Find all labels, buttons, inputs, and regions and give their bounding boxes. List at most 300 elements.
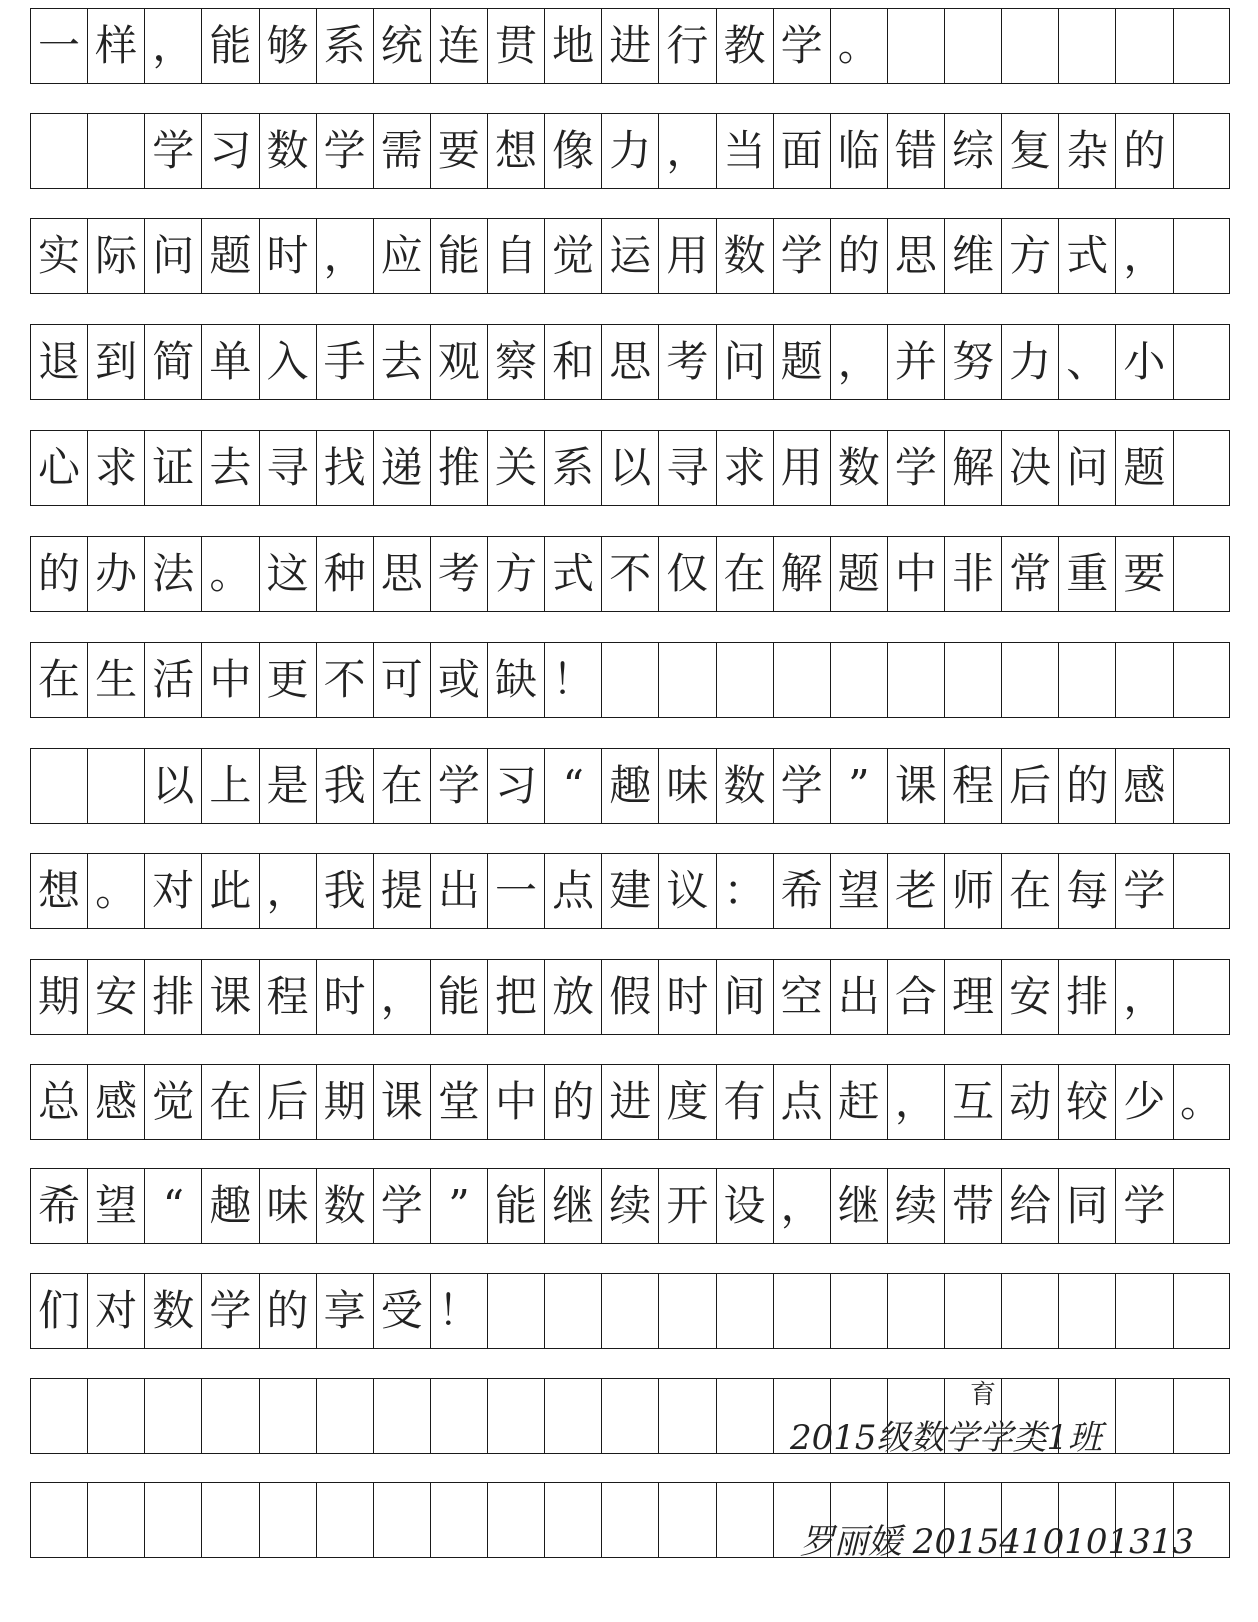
grid-cell: 寻: [259, 430, 316, 506]
grid-cell: 式: [1058, 218, 1115, 294]
grid-cell: ，: [887, 1064, 944, 1140]
grid-cell: 以: [144, 748, 201, 824]
grid-cell: 假: [601, 959, 658, 1035]
grid-cell: 觉: [544, 218, 601, 294]
grid-cell: [944, 642, 1001, 718]
grid-cell: 的: [830, 218, 887, 294]
grid-cell: 感: [1115, 748, 1172, 824]
grid-cell: 续: [887, 1168, 944, 1244]
grid-cell: [30, 1378, 87, 1454]
grid-cell: [1001, 8, 1058, 84]
grid-cell: 的: [544, 1064, 601, 1140]
grid-cell: 系: [316, 8, 373, 84]
grid-cell: 种: [316, 536, 373, 612]
grid-cell: 法: [144, 536, 201, 612]
grid-cell: 思: [887, 218, 944, 294]
grid-cell: 可: [373, 642, 430, 718]
grid-cell: 想: [487, 113, 544, 189]
grid-cell: 缺: [487, 642, 544, 718]
grid-cell: 应: [373, 218, 430, 294]
grid-row: [30, 1064, 1230, 1140]
grid-cell: [144, 1378, 201, 1454]
grid-cell: ！: [544, 642, 601, 718]
grid-cell: 间: [716, 959, 773, 1035]
grid-cell: 较: [1058, 1064, 1115, 1140]
grid-cell: 更: [259, 642, 316, 718]
grid-cell: [259, 1482, 316, 1558]
grid-cell: 求: [716, 430, 773, 506]
grid-cell: 学: [201, 1273, 258, 1349]
grid-cell: [944, 8, 1001, 84]
grid-cell: 学: [773, 8, 830, 84]
grid-cell: [30, 748, 87, 824]
grid-cell: [887, 8, 944, 84]
grid-cell: 推: [430, 430, 487, 506]
grid-cell: 和: [544, 324, 601, 400]
grid-cell: [544, 1273, 601, 1349]
grid-cell: [658, 1378, 715, 1454]
grid-cell: [601, 642, 658, 718]
grid-cell: 重: [1058, 536, 1115, 612]
grid-cell: [1173, 536, 1230, 612]
grid-cell: [1173, 113, 1230, 189]
grid-cell: 时: [316, 959, 373, 1035]
grid-cell: [716, 1273, 773, 1349]
grid-cell: 努: [944, 324, 1001, 400]
grid-cell: ，: [144, 8, 201, 84]
grid-cell: 学: [373, 1168, 430, 1244]
grid-cell: 给: [1001, 1168, 1058, 1244]
grid-cell: 出: [430, 853, 487, 929]
grid-cell: 设: [716, 1168, 773, 1244]
grid-cell: 解: [944, 430, 1001, 506]
grid-cell: 以: [601, 430, 658, 506]
grid-cell: 或: [430, 642, 487, 718]
grid-cell: 像: [544, 113, 601, 189]
grid-cell: 课: [201, 959, 258, 1035]
grid-cell: [1173, 8, 1230, 84]
grid-cell: 学: [430, 748, 487, 824]
grid-cell: [1173, 1378, 1230, 1454]
grid-cell: [373, 1378, 430, 1454]
grid-row: [30, 748, 1230, 824]
grid-cell: 开: [658, 1168, 715, 1244]
grid-cell: 味: [658, 748, 715, 824]
grid-cell: 、: [1058, 324, 1115, 400]
grid-cell: 察: [487, 324, 544, 400]
grid-cell: 学: [773, 748, 830, 824]
grid-cell: 是: [259, 748, 316, 824]
grid-cell: 学: [1115, 1168, 1172, 1244]
grid-cell: 带: [944, 1168, 1001, 1244]
grid-cell: 需: [373, 113, 430, 189]
grid-cell: 解: [773, 536, 830, 612]
grid-cell: 课: [373, 1064, 430, 1140]
grid-cell: [544, 1378, 601, 1454]
grid-cell: 去: [201, 430, 258, 506]
grid-cell: 每: [1058, 853, 1115, 929]
grid-cell: [773, 1273, 830, 1349]
grid-cell: [716, 1482, 773, 1558]
grid-cell: [716, 1378, 773, 1454]
grid-cell: 进: [601, 1064, 658, 1140]
grid-cell: 式: [544, 536, 601, 612]
grid-cell: 系: [544, 430, 601, 506]
grid-cell: 放: [544, 959, 601, 1035]
grid-cell: “: [144, 1168, 201, 1244]
grid-cell: 统: [373, 8, 430, 84]
grid-cell: 们: [30, 1273, 87, 1349]
grid-cell: 议: [658, 853, 715, 929]
grid-cell: 临: [830, 113, 887, 189]
grid-cell: 学: [316, 113, 373, 189]
grid-cell: [487, 1482, 544, 1558]
grid-cell: 心: [30, 430, 87, 506]
grid-cell: 杂: [1058, 113, 1115, 189]
grid-row: [30, 113, 1230, 189]
grid-cell: 学: [1115, 853, 1172, 929]
grid-cell: 考: [430, 536, 487, 612]
grid-cell: 出: [830, 959, 887, 1035]
grid-cell: ！: [430, 1273, 487, 1349]
grid-cell: 建: [601, 853, 658, 929]
grid-cell: 在: [373, 748, 430, 824]
grid-cell: [1058, 8, 1115, 84]
grid-cell: 一: [487, 853, 544, 929]
grid-cell: 在: [201, 1064, 258, 1140]
grid-cell: 连: [430, 8, 487, 84]
grid-cell: [601, 1378, 658, 1454]
grid-cell: 课: [887, 748, 944, 824]
grid-cell: 希: [30, 1168, 87, 1244]
grid-cell: 安: [1001, 959, 1058, 1035]
grid-cell: 办: [87, 536, 144, 612]
grid-cell: 复: [1001, 113, 1058, 189]
grid-cell: 望: [87, 1168, 144, 1244]
grid-cell: 题: [201, 218, 258, 294]
grid-cell: 合: [887, 959, 944, 1035]
grid-cell: 学: [887, 430, 944, 506]
grid-cell: [1115, 8, 1172, 84]
grid-cell: 生: [87, 642, 144, 718]
grid-cell: [87, 113, 144, 189]
grid-cell: 仅: [658, 536, 715, 612]
grid-cell: 面: [773, 113, 830, 189]
grid-cell: 错: [887, 113, 944, 189]
grid-cell: ，: [316, 218, 373, 294]
grid-cell: 程: [944, 748, 1001, 824]
grid-cell: 对: [87, 1273, 144, 1349]
grid-row: [30, 8, 1230, 84]
grid-cell: “: [544, 748, 601, 824]
grid-cell: 寻: [658, 430, 715, 506]
grid-cell: 递: [373, 430, 430, 506]
grid-cell: 期: [316, 1064, 373, 1140]
grid-cell: [601, 1273, 658, 1349]
grid-cell: 力: [601, 113, 658, 189]
grid-cell: 能: [487, 1168, 544, 1244]
grid-cell: 数: [716, 748, 773, 824]
grid-cell: 期: [30, 959, 87, 1035]
grid-cell: 对: [144, 853, 201, 929]
grid-cell: 数: [316, 1168, 373, 1244]
grid-cell: 继: [830, 1168, 887, 1244]
grid-cell: [601, 1482, 658, 1558]
grid-cell: 感: [87, 1064, 144, 1140]
grid-cell: 的: [1115, 113, 1172, 189]
grid-cell: 实: [30, 218, 87, 294]
grid-cell: [430, 1378, 487, 1454]
grid-cell: [1173, 1168, 1230, 1244]
grid-cell: ：: [716, 853, 773, 929]
grid-cell: 味: [259, 1168, 316, 1244]
grid-cell: [1001, 642, 1058, 718]
grid-cell: 教: [716, 8, 773, 84]
grid-cell: 考: [658, 324, 715, 400]
grid-cell: 要: [430, 113, 487, 189]
grid-cell: 问: [1058, 430, 1115, 506]
grid-cell: 中: [201, 642, 258, 718]
grid-cell: 方: [487, 536, 544, 612]
grid-row: [30, 1273, 1230, 1349]
grid-cell: ”: [430, 1168, 487, 1244]
grid-cell: 手: [316, 324, 373, 400]
grid-cell: [1173, 959, 1230, 1035]
grid-cell: 的: [1058, 748, 1115, 824]
grid-cell: 觉: [144, 1064, 201, 1140]
grid-cell: [1115, 1378, 1172, 1454]
grid-cell: [1173, 430, 1230, 506]
grid-cell: 我: [316, 853, 373, 929]
grid-cell: 中: [487, 1064, 544, 1140]
inserted-correction-char: 育: [970, 1380, 997, 1410]
grid-cell: 安: [87, 959, 144, 1035]
grid-cell: [316, 1378, 373, 1454]
grid-cell: 观: [430, 324, 487, 400]
grid-cell: [1173, 218, 1230, 294]
grid-cell: 。: [1173, 1064, 1230, 1140]
grid-cell: 趣: [601, 748, 658, 824]
grid-cell: [201, 1378, 258, 1454]
grid-cell: 点: [544, 853, 601, 929]
grid-cell: [1001, 1273, 1058, 1349]
grid-cell: 的: [30, 536, 87, 612]
grid-cell: 题: [830, 536, 887, 612]
signature-class-line: 2015级数学学类1班: [790, 1418, 1103, 1458]
grid-cell: 力: [1001, 324, 1058, 400]
grid-cell: 数: [830, 430, 887, 506]
grid-cell: 题: [1115, 430, 1172, 506]
grid-cell: [487, 1273, 544, 1349]
grid-cell: 数: [259, 113, 316, 189]
grid-cell: [944, 1273, 1001, 1349]
grid-cell: [87, 1482, 144, 1558]
grid-cell: [201, 1482, 258, 1558]
grid-cell: 关: [487, 430, 544, 506]
grid-cell: 行: [658, 8, 715, 84]
grid-cell: ，: [1115, 218, 1172, 294]
grid-cell: 要: [1115, 536, 1172, 612]
grid-cell: 享: [316, 1273, 373, 1349]
grid-cell: 一: [30, 8, 87, 84]
grid-cell: 用: [773, 430, 830, 506]
grid-cell: 退: [30, 324, 87, 400]
grid-cell: 受: [373, 1273, 430, 1349]
grid-cell: 问: [144, 218, 201, 294]
grid-row: [30, 642, 1230, 718]
grid-cell: 习: [487, 748, 544, 824]
grid-cell: 当: [716, 113, 773, 189]
grid-cell: 综: [944, 113, 1001, 189]
grid-cell: 互: [944, 1064, 1001, 1140]
grid-cell: 入: [259, 324, 316, 400]
grid-cell: 度: [658, 1064, 715, 1140]
grid-cell: 不: [601, 536, 658, 612]
grid-cell: 。: [201, 536, 258, 612]
grid-cell: 习: [201, 113, 258, 189]
grid-cell: 后: [259, 1064, 316, 1140]
grid-cell: 续: [601, 1168, 658, 1244]
grid-row: [30, 959, 1230, 1035]
signature-name-line: 罗丽媛 2015410101313: [800, 1522, 1195, 1562]
grid-cell: [87, 748, 144, 824]
grid-cell: [887, 642, 944, 718]
grid-cell: [487, 1378, 544, 1454]
grid-cell: 在: [30, 642, 87, 718]
grid-cell: 维: [944, 218, 1001, 294]
grid-cell: 能: [430, 218, 487, 294]
grid-cell: 单: [201, 324, 258, 400]
grid-cell: 希: [773, 853, 830, 929]
grid-cell: 证: [144, 430, 201, 506]
grid-cell: 求: [87, 430, 144, 506]
grid-cell: 能: [201, 8, 258, 84]
grid-cell: [30, 113, 87, 189]
grid-cell: 中: [887, 536, 944, 612]
grid-cell: 自: [487, 218, 544, 294]
grid-cell: [1173, 642, 1230, 718]
grid-cell: 总: [30, 1064, 87, 1140]
grid-cell: 样: [87, 8, 144, 84]
grid-row: [30, 430, 1230, 506]
grid-cell: 有: [716, 1064, 773, 1140]
grid-row: [30, 853, 1230, 929]
grid-cell: 常: [1001, 536, 1058, 612]
grid-cell: 数: [144, 1273, 201, 1349]
grid-cell: 进: [601, 8, 658, 84]
grid-cell: ，: [658, 113, 715, 189]
grid-row: [30, 218, 1230, 294]
grid-cell: [658, 642, 715, 718]
grid-cell: 动: [1001, 1064, 1058, 1140]
grid-cell: 够: [259, 8, 316, 84]
grid-cell: [430, 1482, 487, 1558]
grid-cell: [1173, 853, 1230, 929]
grid-cell: 程: [259, 959, 316, 1035]
grid-cell: 趣: [201, 1168, 258, 1244]
grid-cell: [30, 1482, 87, 1558]
grid-cell: 上: [201, 748, 258, 824]
grid-cell: 决: [1001, 430, 1058, 506]
grid-cell: 我: [316, 748, 373, 824]
grid-cell: 问: [716, 324, 773, 400]
grid-cell: [1115, 1273, 1172, 1349]
grid-cell: [144, 1482, 201, 1558]
grid-cell: ，: [773, 1168, 830, 1244]
grid-cell: ，: [830, 324, 887, 400]
grid-cell: 继: [544, 1168, 601, 1244]
grid-cell: 用: [658, 218, 715, 294]
grid-cell: [658, 1482, 715, 1558]
grid-cell: [1173, 1273, 1230, 1349]
grid-cell: 去: [373, 324, 430, 400]
grid-cell: [887, 1273, 944, 1349]
grid-cell: [1173, 748, 1230, 824]
grid-cell: 贯: [487, 8, 544, 84]
grid-cell: 找: [316, 430, 373, 506]
grid-cell: 非: [944, 536, 1001, 612]
grid-cell: 地: [544, 8, 601, 84]
grid-cell: 同: [1058, 1168, 1115, 1244]
grid-cell: 时: [658, 959, 715, 1035]
grid-cell: 数: [716, 218, 773, 294]
grid-cell: 老: [887, 853, 944, 929]
grid-cell: 少: [1115, 1064, 1172, 1140]
grid-cell: 堂: [430, 1064, 487, 1140]
grid-cell: 活: [144, 642, 201, 718]
grid-cell: 理: [944, 959, 1001, 1035]
grid-cell: [830, 1273, 887, 1349]
grid-cell: 小: [1115, 324, 1172, 400]
grid-cell: 望: [830, 853, 887, 929]
grid-cell: 运: [601, 218, 658, 294]
grid-cell: 点: [773, 1064, 830, 1140]
grid-row: [30, 1168, 1230, 1244]
grid-cell: 时: [259, 218, 316, 294]
grid-cell: 提: [373, 853, 430, 929]
grid-cell: ，: [1115, 959, 1172, 1035]
grid-cell: 简: [144, 324, 201, 400]
grid-cell: 题: [773, 324, 830, 400]
grid-cell: [373, 1482, 430, 1558]
grid-cell: 排: [144, 959, 201, 1035]
grid-cell: [1058, 1273, 1115, 1349]
grid-row: [30, 536, 1230, 612]
grid-cell: 想: [30, 853, 87, 929]
grid-cell: 的: [259, 1273, 316, 1349]
grid-cell: 学: [144, 113, 201, 189]
grid-cell: 并: [887, 324, 944, 400]
grid-cell: [1173, 324, 1230, 400]
grid-cell: 在: [716, 536, 773, 612]
grid-cell: 思: [601, 324, 658, 400]
grid-cell: 到: [87, 324, 144, 400]
grid-cell: [830, 642, 887, 718]
grid-cell: [316, 1482, 373, 1558]
grid-cell: [716, 642, 773, 718]
grid-cell: [87, 1378, 144, 1454]
grid-cell: 在: [1001, 853, 1058, 929]
grid-cell: ，: [259, 853, 316, 929]
grid-cell: 思: [373, 536, 430, 612]
grid-cell: 不: [316, 642, 373, 718]
grid-cell: ，: [373, 959, 430, 1035]
grid-cell: 后: [1001, 748, 1058, 824]
grid-cell: 排: [1058, 959, 1115, 1035]
grid-cell: 空: [773, 959, 830, 1035]
grid-cell: 这: [259, 536, 316, 612]
grid-cell: [1058, 642, 1115, 718]
